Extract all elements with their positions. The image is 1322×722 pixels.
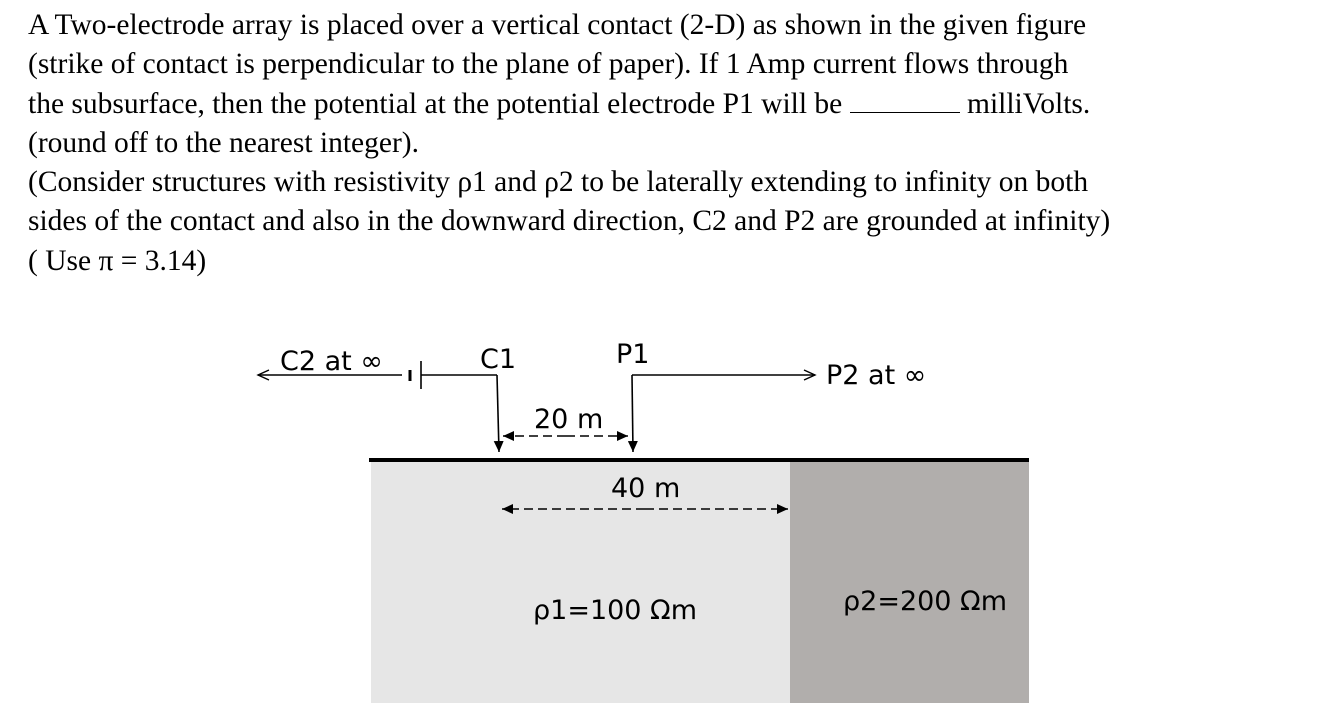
question-line-2: (strike of contact is perpendicular to the plane of paper). If 1 Amp current flows through bbox=[28, 48, 1069, 81]
rho2-label: ρ2=200 Ωm bbox=[843, 586, 1007, 617]
question-line-6: sides of the contact and also in the downward direction, C2 and P2 are grounded at infinity) bbox=[28, 205, 1111, 238]
p1-electrode bbox=[632, 375, 633, 452]
p2-label: P2 at ∞ bbox=[826, 360, 927, 391]
c1-label: C1 bbox=[480, 344, 517, 375]
question-line-3-start: the subsurface, then the potential at the potential electrode P1 will be bbox=[28, 87, 843, 120]
question-line-4: (round off to the nearest integer). bbox=[28, 126, 420, 159]
distance-40m-label: 40 m bbox=[611, 473, 681, 504]
c1-electrode bbox=[497, 375, 499, 452]
question-line-3-end: milliVolts. bbox=[967, 87, 1091, 120]
distance-20m-label: 20 m bbox=[534, 404, 604, 435]
question-line-5: (Consider structures with resistivity ρ1 and ρ2 to be laterally extending to infinity on both bbox=[28, 166, 1089, 199]
c2-label: C2 at ∞ bbox=[280, 346, 383, 377]
question-line-1: A Two-electrode array is placed over a vertical contact (2-D) as shown in the given figure bbox=[28, 9, 1087, 41]
medium-rho1 bbox=[371, 460, 790, 703]
rho1-label: ρ1=100 Ωm bbox=[533, 595, 697, 626]
medium-rho2 bbox=[790, 460, 1029, 703]
question-line-7: ( Use π = 3.14) bbox=[28, 244, 207, 277]
p1-label: P1 bbox=[616, 339, 650, 370]
